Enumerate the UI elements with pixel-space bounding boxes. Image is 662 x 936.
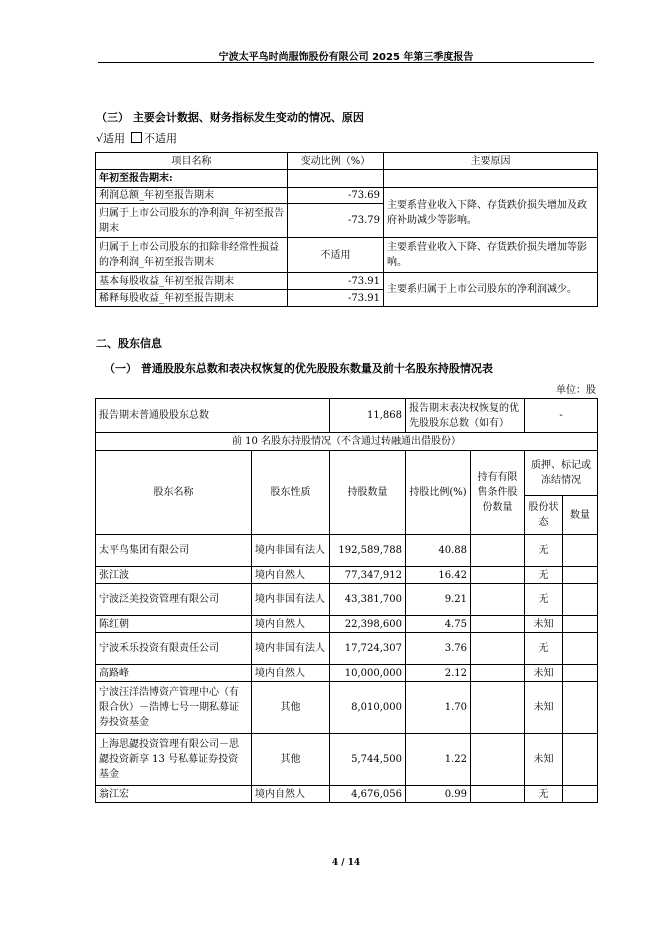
shareholder-qty — [563, 682, 598, 734]
shareholder-status: 未知 — [525, 682, 563, 734]
shareholder-qty — [563, 584, 598, 616]
shareholder-ratio: 9.21 — [406, 584, 471, 616]
shareholder-nature: 境内自然人 — [252, 665, 330, 682]
shareholder-qty — [563, 734, 598, 786]
table-row — [96, 665, 598, 682]
shareholder-name: 太平鸟集团有限公司 — [96, 535, 252, 567]
shareholder-name: 宁波禾乐投资有限责任公司 — [96, 633, 252, 665]
header-status: 股份状态 — [525, 496, 563, 535]
shareholder-qty — [563, 616, 598, 633]
shareholder-name: 高路峰 — [96, 665, 252, 682]
table1-ratio: -73.79 — [288, 204, 384, 238]
table1-ratio: -73.91 — [288, 273, 384, 290]
shareholder-status: 无 — [525, 786, 563, 803]
shareholder-shares: 10,000,000 — [330, 665, 406, 682]
shareholder-table — [95, 398, 598, 803]
applicability-options — [96, 130, 177, 146]
shareholder-name: 上海思勰投资管理有限公司－思勰投资新享 13 号私募证券投资基金 — [96, 734, 252, 786]
preferred-shareholders-label: 报告期末表决权恢复的优先股股东总数（如有） — [406, 399, 525, 433]
header-ratio: 持股比例(%) — [406, 451, 471, 535]
header-nature: 股东性质 — [252, 451, 330, 535]
shareholder-status: 无 — [525, 584, 563, 616]
report-header-title: 宁波太平鸟时尚服饰股份有限公司 2025 年第三季度报告 — [218, 52, 474, 63]
shareholder-restricted — [471, 535, 525, 567]
table-row — [96, 786, 598, 803]
not-applicable-label: 不适用 — [144, 132, 178, 145]
header-shares: 持股数量 — [330, 451, 406, 535]
shareholder-status: 未知 — [525, 665, 563, 682]
change-ratio-table — [95, 152, 598, 307]
shareholder-shares: 43,381,700 — [330, 584, 406, 616]
shareholder-ratio: 40.88 — [406, 535, 471, 567]
shareholder-qty — [563, 535, 598, 567]
shareholder-shares: 8,010,000 — [330, 682, 406, 734]
shareholder-ratio: 2.12 — [406, 665, 471, 682]
shareholder-shares: 5,744,500 — [330, 734, 406, 786]
shareholder-qty — [563, 567, 598, 584]
shareholder-nature: 境内非国有法人 — [252, 633, 330, 665]
header-name: 股东名称 — [96, 451, 252, 535]
shareholder-name: 宁波汪洋浩博资产管理中心（有限合伙）－浩博七号一期私募证券投资基金 — [96, 682, 252, 734]
shareholder-restricted — [471, 633, 525, 665]
shareholder-nature: 境内非国有法人 — [252, 584, 330, 616]
shareholder-restricted — [471, 682, 525, 734]
table1-item: 基本每股收益_年初至报告期末 — [96, 273, 288, 290]
header-restricted: 持有有限售条件股份数量 — [471, 451, 525, 535]
table1-ratio: 不适用 — [288, 238, 384, 273]
table-row — [96, 567, 598, 584]
page-number: 4 / 14 — [331, 858, 361, 868]
empty-checkbox-icon — [131, 132, 142, 143]
shareholder-nature: 其他 — [252, 682, 330, 734]
shareholder-restricted — [471, 584, 525, 616]
shareholder-restricted — [471, 786, 525, 803]
total-shareholders-value: 11,868 — [330, 399, 406, 433]
shareholder-nature: 境内自然人 — [252, 616, 330, 633]
table1-reason: 主要系营业收入下降、存货跌价损失增加等影响。 — [384, 238, 598, 273]
table-row — [96, 584, 598, 616]
table-row — [96, 734, 598, 786]
table1-reason: 主要系归属于上市公司股东的净利润减少。 — [384, 273, 598, 307]
top10-caption: 前 10 名股东持股情况（不含通过转融通出借股份） — [96, 433, 598, 451]
shareholder-shares: 4,676,056 — [330, 786, 406, 803]
shareholder-restricted — [471, 616, 525, 633]
applicable-label: 适用 — [103, 132, 126, 145]
shareholder-shares: 192,589,788 — [330, 535, 406, 567]
section3-heading: （三） 主要会计数据、财务指标发生变动的情况、原因 — [96, 111, 364, 124]
table1-header-reason: 主要原因 — [384, 153, 598, 170]
total-shareholders-label: 报告期末普通股股东总数 — [96, 399, 330, 433]
table1-group-label: 年初至报告期末: — [96, 170, 288, 188]
table1-header-item: 项目名称 — [96, 153, 288, 170]
shareholder-shares: 17,724,307 — [330, 633, 406, 665]
shareholder-nature: 境内自然人 — [252, 567, 330, 584]
shareholder-nature: 境内自然人 — [252, 786, 330, 803]
shareholder-name: 翁江宏 — [96, 786, 252, 803]
table-row — [96, 682, 598, 734]
shareholder-qty — [563, 633, 598, 665]
shareholder-status: 无 — [525, 535, 563, 567]
shareholder-ratio: 4.75 — [406, 616, 471, 633]
shareholder-nature: 其他 — [252, 734, 330, 786]
shareholder-ratio: 1.22 — [406, 734, 471, 786]
shareholder-status: 未知 — [525, 734, 563, 786]
shareholder-ratio: 3.76 — [406, 633, 471, 665]
table1-reason: 主要系营业收入下降、存货跌价损失增加及政府补助减少等影响。 — [384, 188, 598, 238]
table-row — [96, 633, 598, 665]
preferred-shareholders-value: - — [525, 399, 598, 433]
shareholders-heading: 二、股东信息 — [96, 337, 162, 350]
table1-item: 归属于上市公司股东的扣除非经常性损益的净利润_年初至报告期末 — [96, 238, 288, 273]
shareholder-restricted — [471, 734, 525, 786]
shareholder-name: 张江波 — [96, 567, 252, 584]
shareholder-restricted — [471, 567, 525, 584]
shareholder-shares: 77,347,912 — [330, 567, 406, 584]
applicable-check-mark: √ — [96, 132, 104, 145]
shareholder-ratio: 0.99 — [406, 786, 471, 803]
shareholder-name: 宁波泛美投资管理有限公司 — [96, 584, 252, 616]
shareholder-restricted — [471, 665, 525, 682]
shareholder-name: 陈红朝 — [96, 616, 252, 633]
shareholder-ratio: 1.70 — [406, 682, 471, 734]
shareholder-ratio: 16.42 — [406, 567, 471, 584]
header-pledge: 质押、标记或冻结情况 — [525, 451, 598, 496]
table-row — [96, 535, 598, 567]
shareholder-status: 未知 — [525, 616, 563, 633]
shareholder-qty — [563, 786, 598, 803]
table1-ratio: -73.69 — [288, 188, 384, 204]
table-row — [96, 616, 598, 633]
shareholder-status: 无 — [525, 633, 563, 665]
table1-header-ratio: 变动比例（%） — [288, 153, 384, 170]
table1-item: 归属于上市公司股东的净利润_年初至报告期末 — [96, 204, 288, 238]
shareholder-shares: 22,398,600 — [330, 616, 406, 633]
shareholder-nature: 境内非国有法人 — [252, 535, 330, 567]
shareholder-qty — [563, 665, 598, 682]
table1-item: 稀释每股收益_年初至报告期末 — [96, 290, 288, 307]
table1-item: 利润总额_年初至报告期末 — [96, 188, 288, 204]
shareholders-sub-heading: （一） 普通股股东总数和表决权恢复的优先股股东数量及前十名股东持股情况表 — [104, 362, 493, 375]
unit-label: 单位：股 — [556, 385, 596, 396]
table1-ratio: -73.91 — [288, 290, 384, 307]
header-rule — [98, 62, 594, 63]
header-qty: 数量 — [563, 496, 598, 535]
shareholder-status: 无 — [525, 567, 563, 584]
